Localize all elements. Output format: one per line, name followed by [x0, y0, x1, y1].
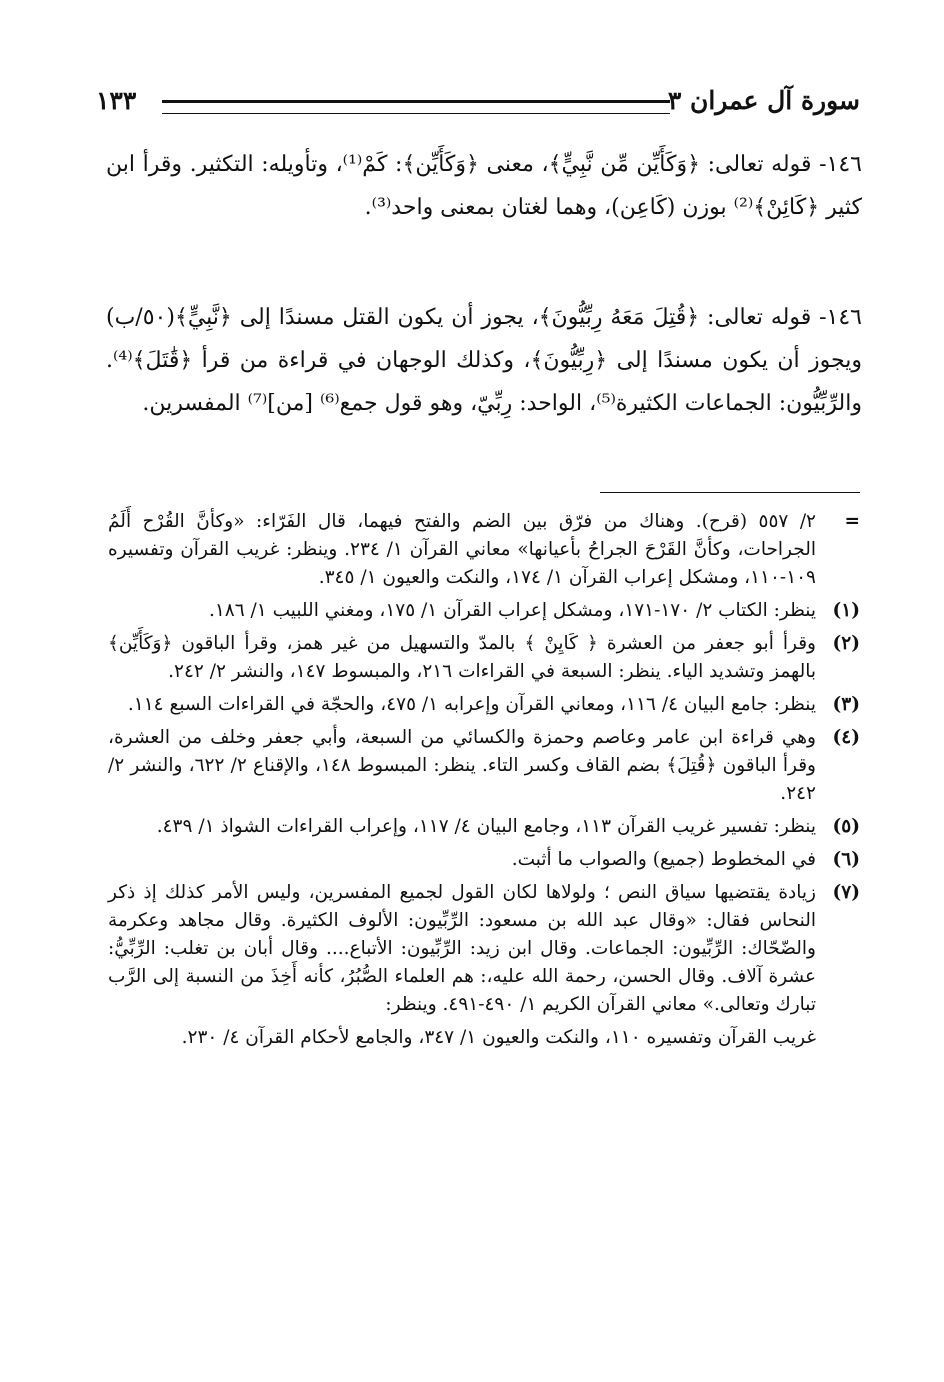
footnotes — [108, 508, 860, 1057]
footnote-separator — [600, 492, 860, 493]
footnote-number: (٥) — [832, 816, 860, 837]
footnote-number: (٣) — [832, 694, 860, 715]
footnote-text: ينظر: تفسير غريب القرآن ١١٣، وجامع البيان ٤/ ١١٧، وإعراب القراءات الشواذ ١/ ٤٣٩. — [156, 816, 816, 837]
footnote-text: ينظر: الكتاب ٢/ ١٧٠-١٧١، ومشكل إعراب القرآن ١/ ١٧٥، ومغني اللبيب ١/ ١٨٦. — [208, 600, 816, 621]
page-number: ١٣٣ — [96, 86, 137, 115]
footnote-number: (١) — [832, 600, 860, 621]
footnote-number: (٧) — [832, 882, 860, 903]
footnote-5 — [108, 813, 860, 841]
footnote-1 — [108, 597, 860, 625]
footnote-text: غريب القرآن وتفسيره ١١٠، والنكت والعيون ١/ ٣٤٧، والجامع لأحكام القرآن ٤/ ٢٣٠. — [181, 1027, 816, 1048]
footnote-4 — [108, 724, 860, 808]
footnote-text: زيادة يقتضيها سياق النص ؛ ولولاها لكان القول لجميع المفسرين، وليس الأمر كذلك إذ ذكر النحاس فقال: «وقال عبد الله بن مسعود: الرِّبِّيون: الألوف الكثيرة. وقال مجاهد وعكرمة والضّحّاك: الرِّبِّيون: الجماعات. وقال ابن زيد: الرِّبِّيون: الأتباع.... وقال أبان بن تغلب: الرِّبِّيُّ: عشرة آلاف. وقال الحسن، رحمة الله عليه،: هم العلماء الصُّبُرُ، كأنه أَخِذَ من النسبة إلى الرَّب تبارك وتعالى.» معاني القرآن الكريم ١/ ٤٩٠-٤٩١. وينظر: — [108, 882, 816, 1015]
footnote-number: (٤) — [832, 727, 860, 748]
footnote-number: (٦) — [832, 849, 860, 870]
footnote-continued — [108, 508, 860, 592]
footnote-text: وقرأ أبو جعفر من العشرة ﴿ كَايِنْ ﴾ بالمدّ والتسهيل من غير همز، وقرأ الباقون ﴿وَكَأَيِّن﴾ بالهمز وتشديد الياء. ينظر: السبعة في القراءات ٢١٦، والمبسوط ١٤٧، والنشر ٢/ ٢٤٢. — [108, 633, 816, 682]
header-double-rule — [162, 100, 670, 114]
footnote-number: = — [844, 511, 860, 532]
paragraph-verse-146-ribbiyyun: ١٤٦- قوله تعالى: ﴿قُتِلَ مَعَهُ رِبِّيُّونَ﴾، يجوز أن يكون القتل مسندًا إلى ﴿نَّبِيٍّ﴾(٥٠/ب) ويجوز أن يكون مسندًا إلى ﴿رِبِّيُّونَ﴾، وكذلك الوجهان في قراءة من قرأ ﴿قَٰتَلَ﴾⁽⁴⁾. والرِّبِّيُّون: الجماعات الكثيرة⁽⁵⁾، الواحد: رِبِّيّ، وهو قول جمع⁽⁶⁾ [من]⁽⁷⁾ المفسرين. — [106, 305, 862, 416]
footnote-text: وهي قراءة ابن عامر وعاصم وحمزة والكسائي من السبعة، وأبي جعفر وخلف من العشرة، وقرأ الباقون ﴿قُتِلَ﴾ بضم القاف وكسر التاء. ينظر: المبسوط ١٤٨، والإقناع ٢/ ٦٢٢، والنشر ٢/ ٢٤٢. — [108, 727, 816, 804]
footnote-7 — [108, 879, 860, 1019]
running-header — [96, 86, 860, 126]
paragraph-verse-146-kaayyin: ١٤٦- قوله تعالى: ﴿وَكَأَيِّن مِّن نَّبِيٍّ﴾، معنى ﴿وَكَأَيِّن﴾: كَمْ⁽¹⁾، وتأويله: التكثير. وقرأ ابن كثير ﴿كَائِنْ﴾⁽²⁾ بوزن (كَاعِن)، وهما لغتان بمعنى واحد⁽³⁾. — [106, 152, 862, 220]
footnote-6 — [108, 846, 860, 874]
footnote-number: (٢) — [832, 633, 860, 654]
footnote-2 — [108, 630, 860, 686]
footnote-text: ينظر: جامع البيان ٤/ ١١٦، ومعاني القرآن وإعرابه ١/ ٤٧٥، والحجّة في القراءات السبع ١١٤. — [127, 694, 816, 715]
footnote-3 — [108, 691, 860, 719]
footnote-text: في المخطوط (جميع) والصواب ما أثبت. — [511, 849, 816, 870]
footnote-text: ٢/ ٥٥٧ (قرح). وهناك من فرّق بين الضم والفتح فيهما، قال الفَرّاء: «وكأنَّ القُرْح أَلَمُ الجراحات، وكأنَّ القَرْحَ الجراحُ بأعيانها» معاني القرآن ١/ ٢٣٤. وينظر: غريب القرآن وتفسيره ١٠٩-١١٠، ومشكل إعراب القرآن ١/ ١٧٤، والنكت والعيون ١/ ٣٤٥. — [108, 511, 816, 588]
surah-title: سورة آل عمران ٣ — [667, 86, 860, 115]
footnote-7-continued — [108, 1024, 860, 1052]
